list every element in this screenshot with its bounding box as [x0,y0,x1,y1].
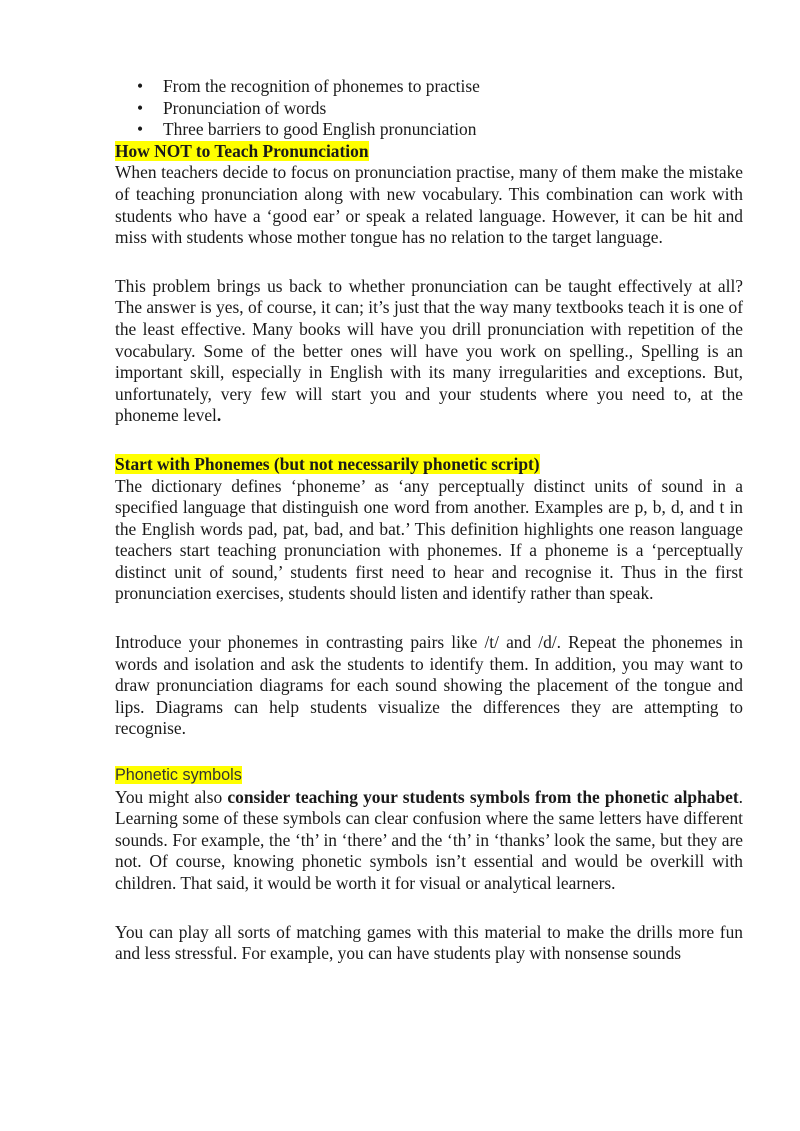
heading-phonetic-symbols: Phonetic symbols [115,766,242,785]
list-item: • From the recognition of phonemes to practise [137,76,480,96]
heading-how-not: How NOT to Teach Pronunciation [115,140,369,161]
paragraph: Introduce your phonemes in contrasting pairs like /t/ and /d/. Repeat the phonemes in words and isolation and ask the students to identify them. In addition, you may want to draw pronunciation diagrams for each sound showing the placement of the tongue and lips. Diagrams can help students visualize the differences they are attempting to recognise. [115,632,743,739]
bullet-icon: • [137,76,144,96]
paragraph: The dictionary defines ‘phoneme’ as ‘any perceptually distinct units of sound in a specified language that distinguish one word from another. Examples are p, b, d, and t in the English words pad, pat, bad, and bat.’ This definition highlights one reason language teachers start teaching pronunciation with phonemes. If a phoneme is a ‘perceptually distinct unit of sound,’ students first need to hear and recognise it. Thus in the first pronunciation exercises, students should listen and identify rather than speak. [115,475,743,604]
bullet-list [115,76,743,141]
section-heading [115,141,743,163]
paragraph: You might also consider teaching your students symbols from the phonetic alphabet. Learning some of these symbols can clear confusion where the same letters have different sounds. For example, the ‘th’ in ‘there’ and the ‘th’ in ‘thanks’ look the same, but they are not. Of course, knowing phonetic symbols isn’t essential and would be overkill with children. That said, it would be worth it for visual or analytical learners. [115,786,743,893]
heading-phonemes: Start with Phonemes (but not necessarily phonetic script) [115,453,540,474]
bullet-icon: • [137,97,144,118]
spacer [115,895,743,922]
paragraph: When teachers decide to focus on pronunciation practise, many of them make the mistake of teaching pronunciation along with new vocabulary. This combination can work with students who have a ‘good ear’ or speak a related language. However, it can be hit and miss with students whose mother tongue has no relation to the target language. [115,162,743,248]
section-heading [115,454,743,476]
spacer [115,249,743,276]
paragraph: This problem brings us back to whether pronunciation can be taught effectively at all? The answer is yes, of course, it can; it’s just that the way many textbooks teach it is one of the least effective. Many books will have you drill pronunciation with repetition of the vocabulary. Some of the better ones will have you work on spelling., Spelling is an important skill, especially in English with its many irregularities and exceptions. But, unfortunately, very few will start you and your students where you need to, at the phoneme level. [115,275,743,426]
spacer [115,740,743,764]
bullet-icon: • [137,119,144,140]
list-item: • Three barriers to good English pronunciation [137,119,477,140]
document-page [115,76,743,965]
list-item: • Pronunciation of words [137,97,327,118]
spacer [115,427,743,454]
section-heading [115,764,743,787]
paragraph: You can play all sorts of matching games with this material to make the drills more fun and less stressful. For example, you can have students play with nonsense sounds [115,921,743,964]
spacer [115,605,743,632]
